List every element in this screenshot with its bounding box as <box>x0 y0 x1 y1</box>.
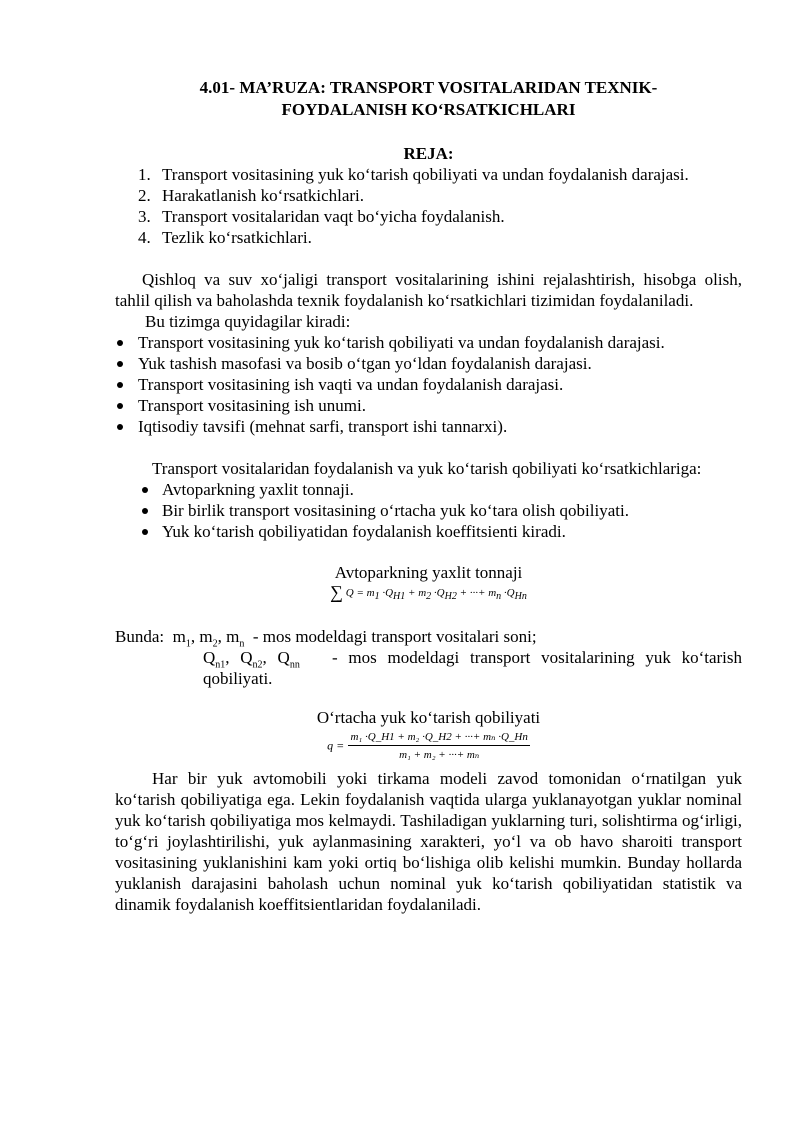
bunda-q-line: $Q_{n1}$, $Q_{n2}$, $Q_{nn}$ - mos modeldagi transport vositalarining yuk ko‘tarish qobiliyati. <box>203 648 743 688</box>
list-item: Yuk ko‘tarish qobiliyatidan foydalanish koeffitsienti kiradi. <box>162 521 742 542</box>
lecture-title-line1: 4.01- MA’RUZA: TRANSPORT VOSITALARIDAN TEXNIK- <box>199 78 658 97</box>
plan-item: 1. Transport vositasining yuk ko‘tarish qobiliyati va undan foydalanish darajasi. <box>138 165 689 184</box>
list-item: Avtoparkning yaxlit tonnaji. <box>162 479 742 500</box>
indicators-intro: Transport vositalaridan foydalanish va yuk ko‘tarish qobiliyati ko‘rsatkichlariga: <box>152 459 702 478</box>
list-item: Transport vositasining ish unumi. <box>138 395 742 416</box>
sigma-symbol: ∑ <box>330 582 344 602</box>
plan-list <box>115 164 742 248</box>
formula2-caption: O‘rtacha yuk ko‘tarish qobiliyati <box>316 708 541 727</box>
list-item: Transport vositasining ish vaqti va undan foydalanish darajasi. <box>138 374 742 395</box>
list-item: Bir birlik transport vositasining o‘rtacha yuk ko‘tara olish qobiliyati. <box>162 500 742 521</box>
list-item: Yuk tashish masofasi va bosib o‘tgan yo‘ldan foydalanish darajasi. <box>138 353 742 374</box>
plan-item: 4. Tezlik ko‘rsatkichlari. <box>138 228 312 247</box>
plan-heading: REJA: <box>403 144 454 163</box>
plan-item: 3. Transport vositalaridan vaqt bo‘yicha foydalanish. <box>138 207 505 226</box>
formula2-lhs: q = <box>327 738 345 753</box>
formula2-fraction <box>348 730 529 762</box>
indicator-list <box>115 479 742 542</box>
formula2 <box>115 730 742 762</box>
plan-item: 2. Harakatlanish ko‘rsatkichlari. <box>138 186 365 205</box>
formula2-denominator: m₁ + m₂ + ···+ mₙ <box>399 749 480 761</box>
bunda-m-line: Bunda: $m_1$, $m_2$, $m_n$ - mos modeldagi transport vositalari soni; <box>115 627 537 650</box>
list-item: Iqtisodiy tavsifi (mehnat sarfi, transport ishi tannarxi). <box>138 416 742 437</box>
formula2-numerator: m₁ ·Q_H1 + m₂ ·Q_H2 + ···+ mₙ ·Q_Hn <box>348 730 529 746</box>
system-intro: Bu tizimga quyidagilar kiradi: <box>145 312 351 331</box>
list-item: Transport vositasining yuk ko‘tarish qobiliyati va undan foydalanish darajasi. <box>138 332 742 353</box>
lecture-title <box>115 77 742 121</box>
document-page <box>115 77 742 915</box>
lecture-title-line2: FOYDALANISH KO‘RSATKICHLARI <box>281 100 576 119</box>
intro-paragraph: Qishloq va suv xo‘jaligi transport vositalarining ishini rejalashtirish, hisobga olish, tahlil qilish va baholashda texnik foydalanish ko‘rsatkichlari tizimidan foydalaniladi. <box>115 270 742 310</box>
system-list <box>115 332 742 437</box>
formula1: ∑ $Q = m_1 \cdot Q_{H1} + m_2 \cdot Q_{H2}$ + ···+ $m_n \cdot Q_{Hn}$ <box>330 582 527 603</box>
formula1-caption: Avtoparkning yaxlit tonnaji <box>334 563 523 582</box>
closing-paragraph: Har bir yuk avtomobili yoki tirkama modeli zavod tomonidan o‘rnatilgan yuk ko‘tarish qobiliyatiga ega. Lekin foydalanish vaqtida ularga yuklanayotgan yuklar nominal yuk ko‘tarish qobiliyatiga mos kelmaydi. Tashiladigan yuklarning turi, solishtirma og‘irligi, to‘g‘ri joylashtirilishi, yuk aylanmasining xarakteri, yo‘l va ob havo sharoiti transport vositasining yuklanishini kam yoki ortiq bo‘lishiga olib kelishi mumkin. Bunday hollarda yuklanish darajasini baholash uchun nominal yuk ko‘tarish qobiliyatidan statistik va dinamik foydalanish koeffitsientlaridan foydalaniladi. <box>115 769 742 914</box>
